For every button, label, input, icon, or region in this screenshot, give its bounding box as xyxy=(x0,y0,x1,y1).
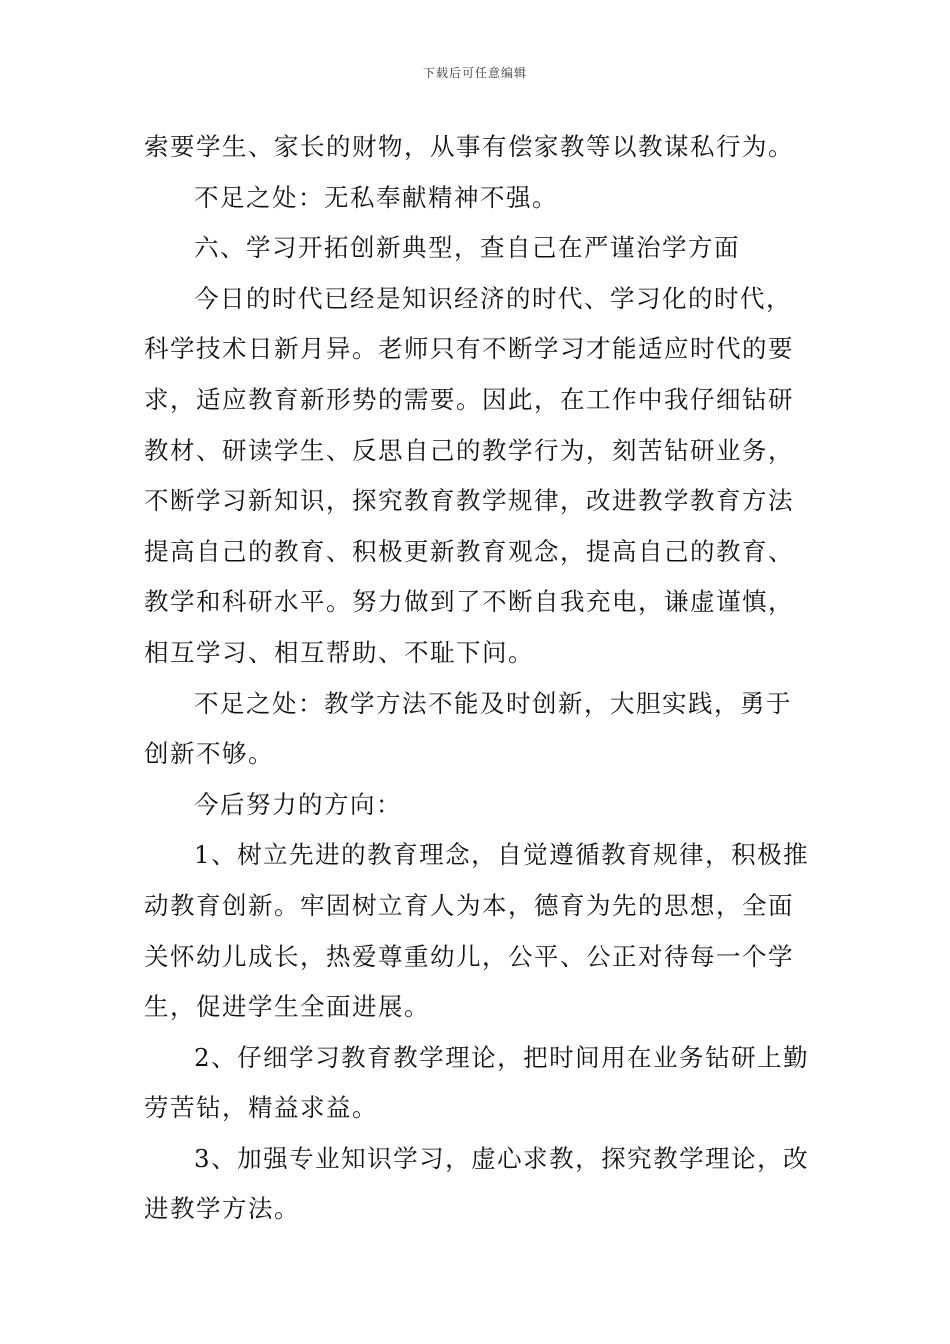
paragraph xyxy=(144,274,809,679)
text-line: 2、仔细学习教育教学理论，把时间用在业务钻研上勤 xyxy=(194,1042,810,1072)
text-line: 生，促进学生全面进展。 xyxy=(144,992,430,1022)
text-line: 1、树立先进的教育理念，自觉遵循教育规律，积极推 xyxy=(194,840,810,870)
document-body xyxy=(144,122,809,1235)
text-line: 关怀幼儿成长，热爱尊重幼儿，公平、公正对待每一个学 xyxy=(144,941,794,971)
text-line: 科学技术日新月异。老师只有不断学习才能适应时代的要 xyxy=(144,334,794,364)
list-item xyxy=(144,1033,809,1134)
paragraph xyxy=(144,173,809,224)
text-line: 创新不够。 xyxy=(144,739,274,769)
list-item xyxy=(144,830,809,1032)
text-line: 不足之处：无私奉献精神不强。 xyxy=(194,182,558,212)
text-line: 索要学生、家长的财物，从事有偿家教等以教谋私行为。 xyxy=(144,132,794,161)
paragraph xyxy=(144,780,809,831)
text-line: 相互学习、相互帮助、不耻下问。 xyxy=(144,637,534,667)
text-line: 不断学习新知识，探究教育教学规律，改进教学教育方法 xyxy=(144,486,794,516)
paragraph xyxy=(144,679,809,780)
text-line: 教材、研读学生、反思自己的教学行为，刻苦钻研业务， xyxy=(144,435,794,465)
text-line: 劳苦钻，精益求益。 xyxy=(144,1093,378,1123)
text-line: 动教育创新。牢固树立育人为本，德育为先的思想，全面 xyxy=(144,890,794,920)
text-line: 3、加强专业知识学习，虚心求教，探究教学理论，改 xyxy=(194,1143,810,1173)
paragraph xyxy=(144,122,809,173)
text-line: 今后努力的方向： xyxy=(194,789,402,819)
list-item xyxy=(144,1134,809,1235)
text-line: 进教学方法。 xyxy=(144,1194,300,1224)
text-line: 提高自己的教育、积极更新教育观念，提高自己的教育、 xyxy=(144,536,794,566)
text-line: 今日的时代已经是知识经济的时代、学习化的时代， xyxy=(194,283,792,313)
text-line: 求，适应教育新形势的需要。因此，在工作中我仔细钻研 xyxy=(144,384,794,414)
text-line: 六、学习开拓创新典型，查自己在严谨治学方面 xyxy=(194,233,740,263)
page-header: 下载后可任意编辑 xyxy=(422,66,527,80)
text-line: 教学和科研水平。努力做到了不断自我充电，谦虚谨慎， xyxy=(144,587,794,617)
section-heading xyxy=(144,223,809,274)
text-line: 不足之处：教学方法不能及时创新，大胆实践，勇于 xyxy=(194,688,792,718)
